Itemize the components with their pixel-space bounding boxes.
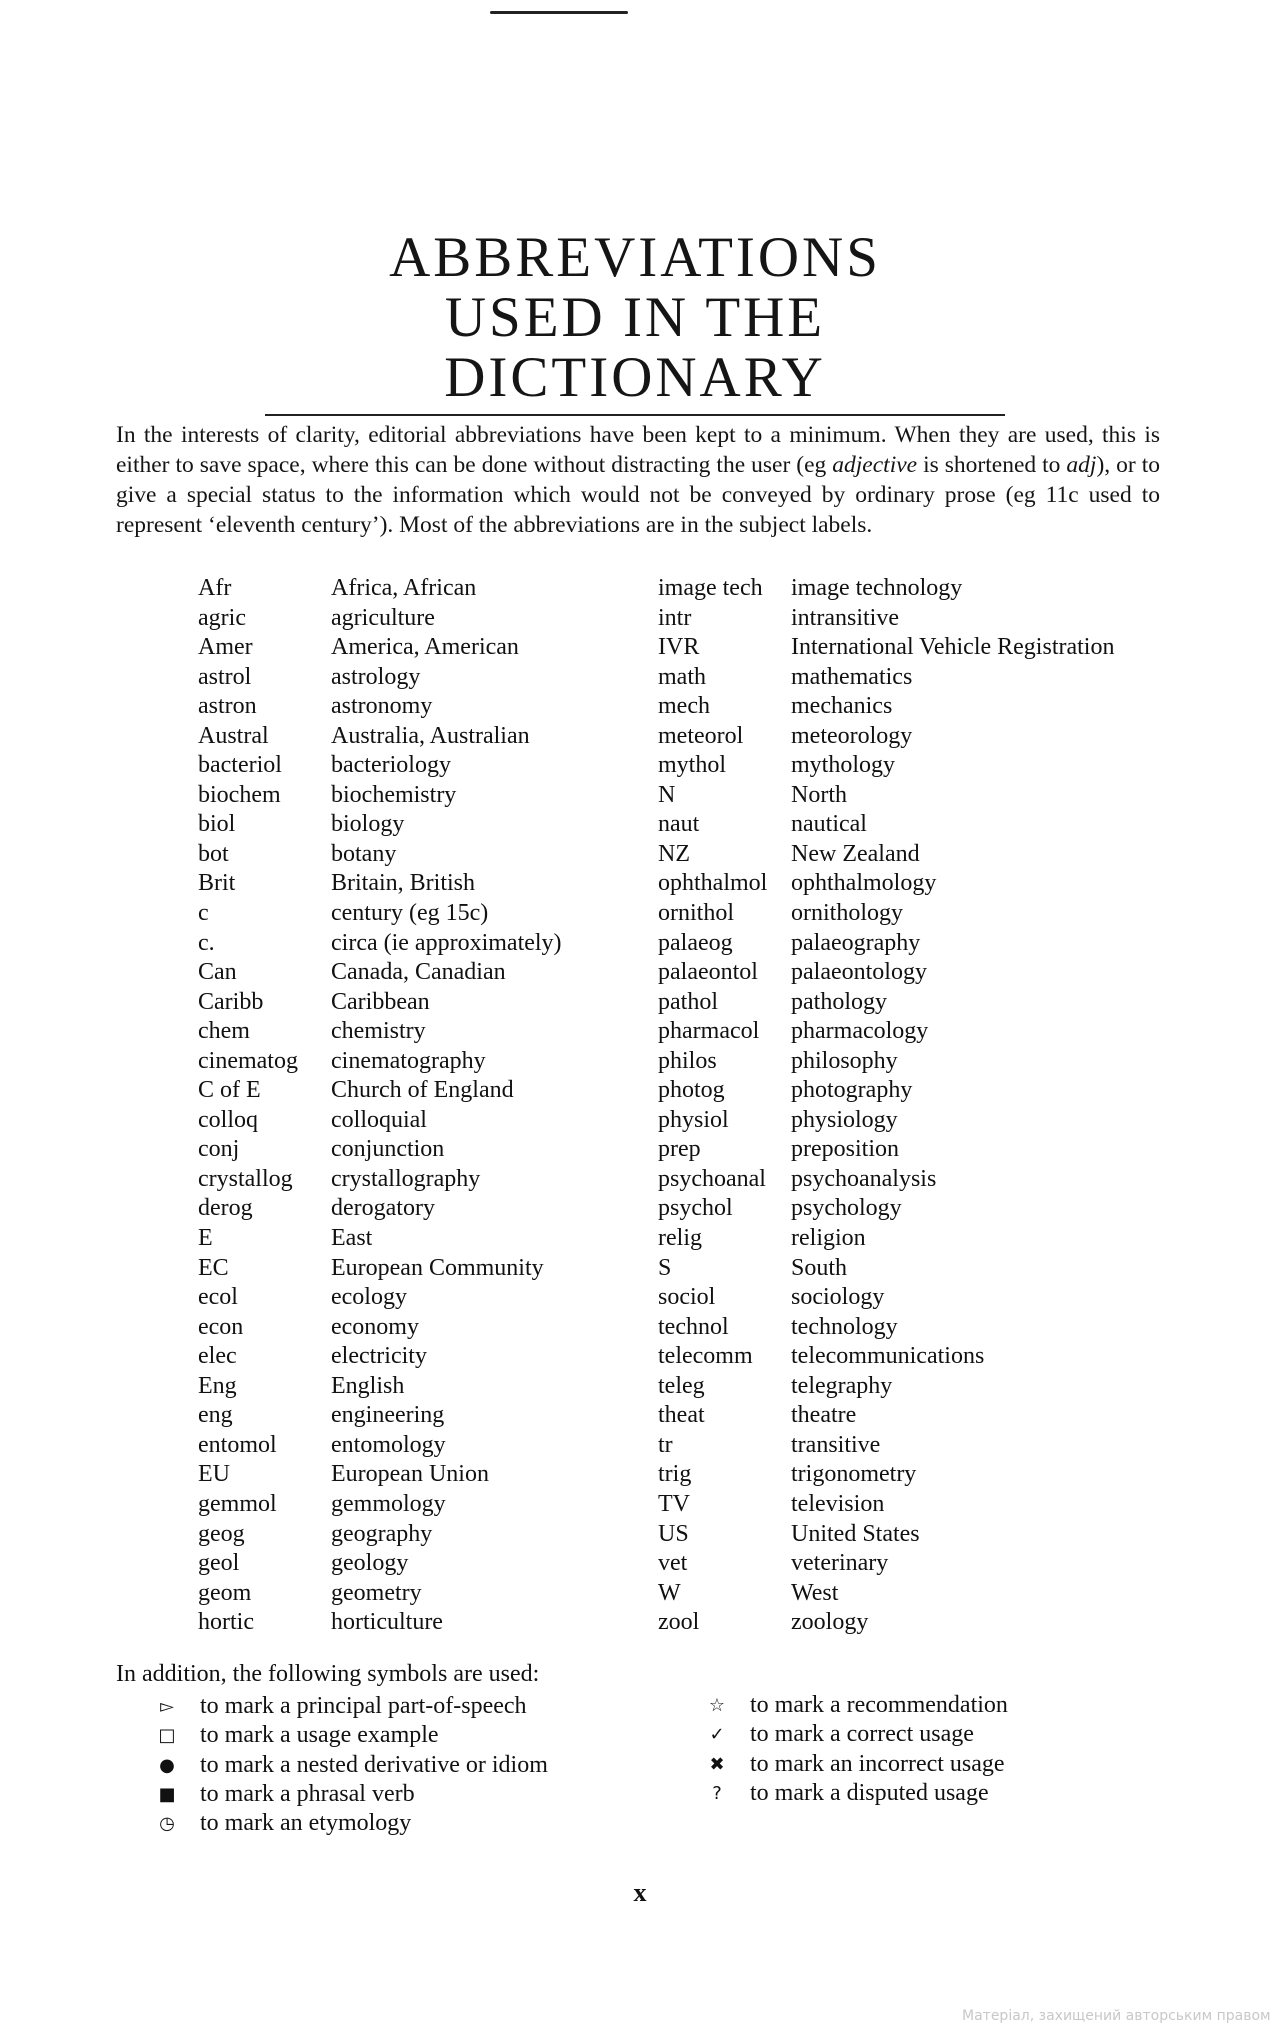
abbreviation-term: S	[658, 1254, 672, 1281]
abbreviation-meaning: South	[791, 1254, 848, 1281]
abbreviation-meaning: botany	[331, 840, 397, 867]
abbreviation-term: technol	[658, 1313, 729, 1340]
symbols-intro: In addition, the following symbols are used:	[116, 1661, 540, 1687]
abbreviation-term: elec	[198, 1343, 237, 1370]
intro-text-2: is shortened to	[917, 452, 1067, 478]
abbreviation-term: bacteriol	[198, 752, 282, 779]
abbreviation-term: pathol	[658, 988, 718, 1015]
abbreviation-term: W	[658, 1579, 681, 1606]
abbreviation-meaning: European Union	[331, 1461, 489, 1488]
abbreviation-meaning: bacteriology	[331, 752, 451, 779]
abbreviation-term: psychoanal	[658, 1165, 766, 1192]
abbreviation-meaning: colloquial	[331, 1106, 427, 1133]
abbreviation-meaning: pharmacology	[791, 1018, 929, 1045]
abbreviation-meaning: physiology	[791, 1106, 898, 1133]
abbreviation-meaning: astronomy	[331, 693, 433, 720]
abbreviation-term: EC	[198, 1254, 229, 1281]
abbreviation-term: agric	[198, 604, 246, 631]
abbreviation-meaning: horticulture	[331, 1609, 443, 1636]
abbreviation-meaning: image technology	[791, 575, 963, 601]
abbreviation-meaning: meteorology	[791, 722, 913, 749]
abbreviation-term: derog	[198, 1195, 253, 1222]
open-triangle-icon: ▻	[160, 1696, 174, 1717]
clock-icon: ◷	[159, 1813, 175, 1835]
open-square-icon: □	[158, 1725, 176, 1747]
abbreviation-term: Eng	[198, 1372, 237, 1399]
abbreviation-term: mech	[658, 693, 710, 720]
title-line-1: ABBREVIATIONS	[389, 226, 881, 289]
symbol-description: to mark a principal part-of-speech	[200, 1693, 527, 1719]
abbreviation-term: astrol	[198, 663, 252, 690]
abbreviation-meaning: cinematography	[331, 1047, 486, 1074]
abbreviation-meaning: United States	[791, 1520, 920, 1547]
abbreviation-term: cinematog	[198, 1047, 298, 1074]
abbreviation-meaning: Caribbean	[331, 988, 430, 1015]
question-icon: ?	[712, 1782, 722, 1804]
abbreviation-meaning: European Community	[331, 1254, 544, 1281]
abbreviation-term: geol	[198, 1550, 240, 1577]
abbreviation-term: econ	[198, 1313, 244, 1340]
abbreviation-meaning: agriculture	[331, 604, 435, 631]
abbreviation-term: c.	[198, 929, 215, 956]
abbreviation-term: image tech	[658, 575, 763, 601]
abbreviation-meaning: sociology	[791, 1284, 885, 1311]
bullet-icon: ●	[159, 1754, 175, 1776]
abbreviation-meaning: mechanics	[791, 693, 893, 720]
abbreviation-term: relig	[658, 1225, 702, 1252]
abbreviation-meaning: Church of England	[331, 1077, 514, 1104]
abbreviation-meaning: biochemistry	[331, 781, 457, 808]
symbol-description: to mark an etymology	[200, 1810, 412, 1837]
symbol-description: to mark an incorrect usage	[750, 1750, 1005, 1777]
abbreviation-meaning: Canada, Canadian	[331, 959, 506, 986]
abbreviation-meaning: transitive	[791, 1431, 881, 1458]
abbreviation-term: colloq	[198, 1106, 258, 1133]
abbreviation-term: teleg	[658, 1372, 705, 1399]
page-number: x	[633, 1878, 647, 1907]
abbreviation-meaning: photography	[791, 1077, 913, 1104]
abbreviation-term: Amer	[198, 634, 253, 661]
abbreviation-meaning: television	[791, 1490, 885, 1517]
abbreviation-meaning: telegraphy	[791, 1372, 893, 1399]
abbreviation-term: philos	[658, 1047, 717, 1074]
abbreviation-term: palaeog	[658, 929, 733, 956]
abbreviation-meaning: psychoanalysis	[791, 1165, 937, 1192]
symbol-description: to mark a correct usage	[750, 1721, 974, 1748]
abbreviation-meaning: psychology	[791, 1195, 902, 1222]
title-line-2: USED IN THE DICTIONARY	[444, 286, 826, 409]
abbreviation-term: ornithol	[658, 900, 734, 927]
intro-text-1: In the interests of clarity, editorial abbreviations have been kept to a minimum. When they are used, this is either to save space, where this can be done without distracting the user (eg	[116, 422, 1160, 478]
abbreviation-meaning: astrology	[331, 663, 421, 690]
abbreviation-term: Can	[198, 959, 237, 986]
abbreviation-term: intr	[658, 604, 692, 631]
abbreviation-meaning: America, American	[331, 634, 519, 661]
abbreviation-term: Afr	[198, 575, 232, 601]
abbreviation-term: Brit	[198, 870, 236, 897]
abbreviation-term: EU	[198, 1461, 230, 1488]
check-icon: ✓	[709, 1724, 725, 1746]
abbreviation-meaning: biology	[331, 811, 405, 838]
abbreviation-meaning: New Zealand	[791, 840, 920, 867]
abbreviation-meaning: ecology	[331, 1284, 407, 1311]
abbreviation-term: hortic	[198, 1609, 254, 1636]
abbreviation-meaning: Africa, African	[331, 575, 477, 601]
abbreviation-term: vet	[658, 1550, 688, 1577]
symbol-description: to mark a phrasal verb	[200, 1780, 415, 1807]
abbreviation-meaning: mathematics	[791, 663, 913, 690]
abbreviation-meaning: trigonometry	[791, 1461, 917, 1488]
abbreviation-meaning: theatre	[791, 1402, 857, 1429]
abbreviation-term: bot	[198, 840, 229, 867]
symbol-description: to mark a recommendation	[750, 1692, 1008, 1718]
abbreviation-term: eng	[198, 1402, 233, 1429]
abbreviation-term: US	[658, 1520, 689, 1547]
abbreviation-term: E	[198, 1225, 213, 1252]
abbreviation-meaning: intransitive	[791, 604, 899, 631]
abbreviation-term: conj	[198, 1136, 240, 1163]
abbreviation-term: ophthalmol	[658, 870, 768, 897]
abbreviation-meaning: philosophy	[791, 1047, 898, 1074]
abbreviation-meaning: Britain, British	[331, 870, 475, 897]
intro-text-3: ), or to give a special status to the information which would not be conveyed by ordinary prose (eg 11c used to represent ‘eleventh century’). Most of the abbreviations are in the subject labels.	[116, 452, 1160, 538]
abbreviation-meaning: mythology	[791, 752, 896, 779]
filled-square-icon: ■	[158, 1783, 176, 1805]
abbreviation-meaning: century (eg 15c)	[331, 900, 489, 927]
cross-icon: ✖	[709, 1753, 725, 1775]
abbreviation-meaning: entomology	[331, 1431, 446, 1458]
abbreviation-meaning: nautical	[791, 811, 867, 838]
abbreviation-meaning: geology	[331, 1550, 409, 1577]
abbreviation-term: ecol	[198, 1284, 238, 1311]
abbreviation-term: telecomm	[658, 1343, 753, 1370]
top-decorative-rule	[490, 11, 628, 14]
abbreviation-term: trig	[658, 1461, 692, 1488]
intro-italic-2: adj	[1066, 452, 1097, 478]
symbol-description: to mark a nested derivative or idiom	[200, 1751, 548, 1778]
abbreviation-meaning: geometry	[331, 1579, 422, 1606]
abbreviation-meaning: East	[331, 1225, 373, 1252]
abbreviation-meaning: Australia, Australian	[331, 722, 530, 749]
abbreviation-meaning: crystallography	[331, 1165, 481, 1192]
abbreviation-meaning: English	[331, 1372, 405, 1399]
abbreviation-term: biochem	[198, 781, 281, 808]
intro-italic-1: adjective	[832, 452, 918, 478]
abbreviation-meaning: religion	[791, 1225, 866, 1252]
abbreviation-term: physiol	[658, 1106, 729, 1133]
abbreviation-term: biol	[198, 811, 236, 838]
star-icon: ☆	[708, 1695, 726, 1716]
abbreviation-meaning: circa (ie approximately)	[331, 929, 562, 956]
abbreviation-meaning: electricity	[331, 1343, 427, 1370]
symbol-description: to mark a usage example	[200, 1722, 439, 1749]
abbreviation-meaning: engineering	[331, 1402, 445, 1429]
abbreviation-term: c	[198, 900, 209, 927]
symbol-description: to mark a disputed usage	[750, 1779, 989, 1806]
abbreviation-term: geom	[198, 1579, 252, 1606]
abbreviation-term: naut	[658, 811, 700, 838]
abbreviation-term: Caribb	[198, 988, 264, 1015]
abbreviation-term: entomol	[198, 1431, 277, 1458]
abbreviation-meaning: ophthalmology	[791, 870, 937, 897]
abbreviation-term: math	[658, 663, 706, 690]
abbreviation-meaning: West	[791, 1579, 839, 1606]
copyright-watermark: Матеріал, захищений авторським правом	[962, 2008, 1271, 2024]
abbreviation-meaning: conjunction	[331, 1136, 445, 1163]
abbreviation-term: psychol	[658, 1195, 733, 1222]
abbreviation-term: chem	[198, 1018, 250, 1045]
abbreviation-term: geog	[198, 1520, 245, 1547]
abbreviation-meaning: North	[791, 781, 847, 808]
abbreviation-meaning: veterinary	[791, 1550, 889, 1577]
abbreviation-term: sociol	[658, 1284, 716, 1311]
abbreviation-term: crystallog	[198, 1165, 293, 1192]
abbreviation-term: tr	[658, 1431, 673, 1458]
abbreviation-meaning: technology	[791, 1313, 898, 1340]
abbreviation-term: pharmacol	[658, 1018, 760, 1045]
abbreviation-meaning: telecommunications	[791, 1343, 985, 1370]
abbreviation-meaning: palaeography	[791, 929, 921, 956]
abbreviation-term: NZ	[658, 840, 690, 867]
abbreviation-meaning: ornithology	[791, 900, 903, 927]
abbreviation-meaning: geography	[331, 1520, 433, 1547]
title-underline	[265, 414, 1005, 416]
intro-paragraph	[116, 420, 1160, 540]
abbreviation-meaning: International Vehicle Registration	[791, 634, 1115, 661]
abbreviation-term: palaeontol	[658, 959, 758, 986]
abbreviation-term: IVR	[658, 634, 700, 661]
abbreviation-term: Austral	[198, 722, 269, 749]
abbreviation-meaning: pathology	[791, 988, 887, 1015]
abbreviation-term: mythol	[658, 752, 727, 779]
abbreviation-meaning: preposition	[791, 1136, 899, 1163]
page-title	[260, 228, 1010, 416]
abbreviation-term: gemmol	[198, 1490, 277, 1517]
abbreviation-meaning: zoology	[791, 1609, 869, 1636]
abbreviation-term: N	[658, 781, 676, 808]
abbreviation-meaning: chemistry	[331, 1018, 426, 1045]
abbreviation-term: zool	[658, 1609, 700, 1636]
abbreviation-term: astron	[198, 693, 257, 720]
abbreviation-term: photog	[658, 1077, 725, 1104]
abbreviation-meaning: economy	[331, 1313, 419, 1340]
abbreviation-term: prep	[658, 1136, 701, 1163]
abbreviation-term: theat	[658, 1402, 705, 1429]
abbreviation-meaning: gemmology	[331, 1490, 446, 1517]
abbreviation-term: meteorol	[658, 722, 744, 749]
abbreviation-term: C of E	[198, 1077, 261, 1104]
abbreviation-meaning: derogatory	[331, 1195, 435, 1222]
abbreviation-meaning: palaeontology	[791, 959, 927, 986]
abbreviation-term: TV	[658, 1490, 690, 1517]
